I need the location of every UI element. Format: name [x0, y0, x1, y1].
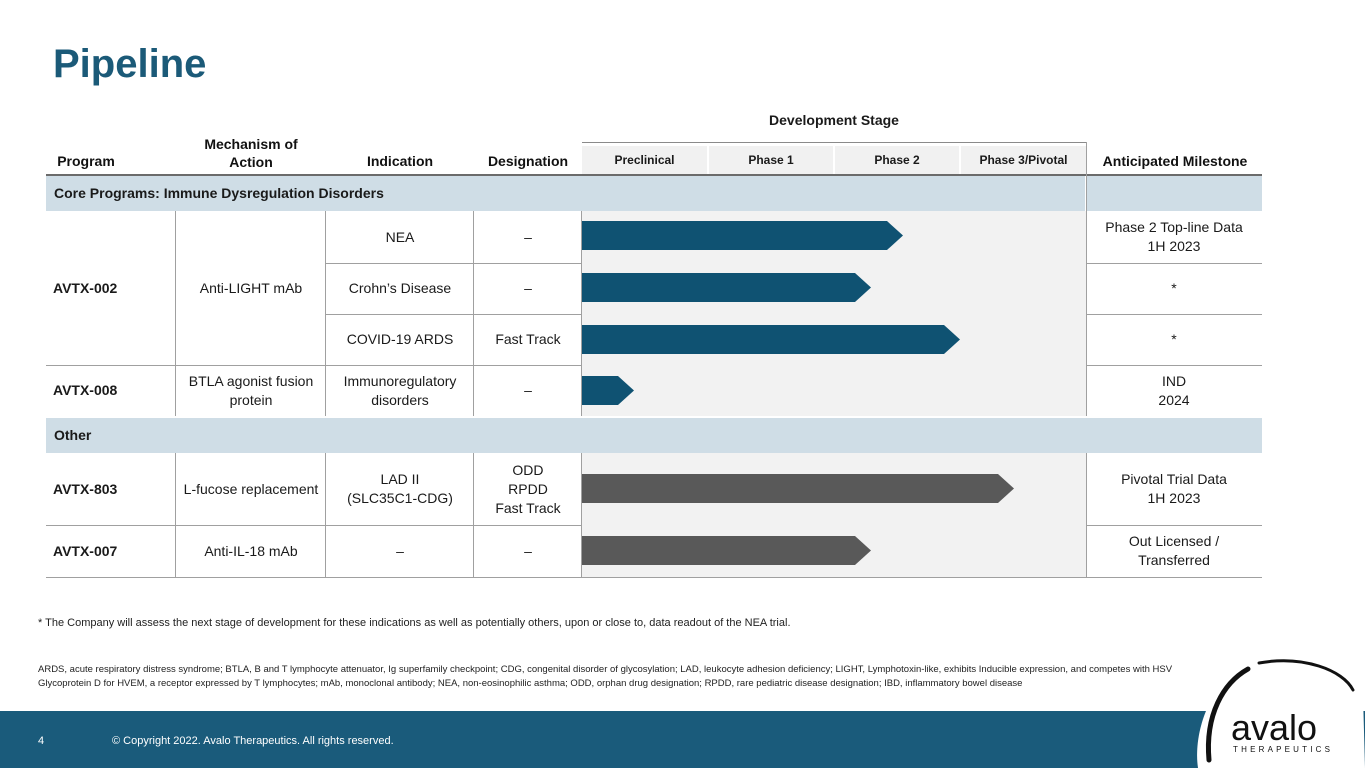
designation-nea: – — [524, 228, 532, 245]
program-avtx-007: AVTX-007 — [53, 542, 118, 559]
milestone-crohns: * — [1171, 280, 1177, 296]
program-avtx-008: AVTX-008 — [53, 382, 118, 398]
indication-covid: COVID-19 ARDS — [346, 331, 454, 347]
logo-tagline: THERAPEUTICS — [1233, 745, 1334, 754]
grid-line — [1086, 263, 1262, 264]
header-milestone: Anticipated Milestone — [1102, 153, 1248, 169]
indication-immunoregulatory: Immunoregulatory disorders — [343, 372, 457, 408]
grid-line — [175, 211, 176, 416]
indication-avtx-007: – — [396, 542, 404, 559]
grid-line — [1086, 365, 1262, 366]
header-mechanism: Mechanism of Action — [204, 136, 298, 170]
grid-line — [326, 263, 582, 264]
grid-line — [1086, 453, 1087, 577]
mechanism-l-fucose: L-fucose replacement — [183, 480, 319, 497]
footnote: * The Company will assess the next stage of development for these indications as well as potentially others, upon or close to, data readout of the NEA trial. — [38, 617, 791, 629]
designation-covid: Fast Track — [495, 331, 561, 347]
progress-bar-avtx-007 — [582, 536, 871, 565]
designation-crohns: – — [524, 280, 532, 296]
avalo-logo — [1193, 655, 1365, 768]
stage-preclinical: Preclinical — [582, 146, 707, 174]
page-number: 4 — [38, 735, 45, 747]
grid-line — [1086, 525, 1262, 526]
header-designation: Designation — [487, 153, 569, 169]
section-label: Core Programs: Immune Dysregulation Disorders — [54, 185, 384, 201]
progress-bar-nea — [582, 221, 903, 250]
page-title: Pipeline — [53, 42, 207, 86]
grid-line — [581, 453, 582, 577]
milestone-avtx-008: IND 2024 — [1158, 372, 1190, 408]
abbreviations: ARDS, acute respiratory distress syndrome; BTLA, B and T lymphocyte attenuator, Ig superfamily checkpoint; CDG, congenital disorder of glycosylation; LAD, leukocyte adhesion deficiency; LIGHT, Lymphotoxin-like, exhibits Inducible expression, and competes with HSV Glycoprotein D for HVEM, a receptor expressed by T lymphocytes; mAb, monoclonal antibody; NEA, non-eosinophilic asthma; ODD, orphan drug designation; RPDD, rare pediatric disease designation; IBD, inflammatory bowel disease — [38, 664, 1173, 689]
mechanism-anti-il-18: Anti-IL-18 mAb — [204, 542, 298, 559]
indication-lad-ii: LAD II (SLC35C1-CDG) — [347, 471, 453, 506]
grid-line — [46, 365, 582, 366]
grid-line — [473, 453, 474, 577]
grid-line — [1086, 142, 1087, 416]
designation-avtx-008: – — [524, 382, 532, 398]
header-development-stage: Development Stage — [769, 112, 899, 128]
progress-bar-covid — [582, 325, 960, 354]
designation-avtx-803: ODD RPDD Fast Track — [495, 461, 561, 516]
program-avtx-002: AVTX-002 — [53, 279, 118, 296]
program-avtx-803: AVTX-803 — [53, 480, 118, 497]
copyright: © Copyright 2022. Avalo Therapeutics. All rights reserved. — [112, 735, 394, 747]
grid-line — [175, 453, 176, 577]
designation-avtx-007: – — [524, 542, 532, 559]
milestone-avtx-007: Out Licensed / Transferred — [1128, 533, 1220, 568]
section-other — [46, 418, 1262, 453]
mechanism-anti-light: Anti-LIGHT mAb — [199, 279, 303, 296]
stage-phase-2: Phase 2 — [835, 146, 959, 174]
section-core-programs — [46, 176, 1262, 211]
header-indication: Indication — [366, 153, 434, 169]
mechanism-btla: BTLA agonist fusion protein — [188, 372, 314, 408]
stage-phase-1: Phase 1 — [709, 146, 833, 174]
grid-line — [326, 314, 582, 315]
milestone-avtx-803: Pivotal Trial Data 1H 2023 — [1121, 471, 1227, 506]
logo-wordmark: avalo — [1231, 707, 1318, 748]
header-program: Program — [57, 153, 115, 169]
header-divider — [582, 142, 1086, 143]
progress-bar-avtx-803 — [582, 474, 1014, 503]
grid-line — [46, 525, 582, 526]
milestone-nea: Phase 2 Top-line Data 1H 2023 — [1105, 219, 1243, 254]
stage-phase-3-pivotal: Phase 3/Pivotal — [961, 146, 1086, 174]
indication-crohns: Crohn’s Disease — [348, 280, 452, 296]
grid-line — [325, 453, 326, 577]
grid-line — [1086, 314, 1262, 315]
progress-bar-crohns — [582, 273, 871, 302]
section-label: Other — [54, 427, 92, 443]
indication-nea: NEA — [385, 228, 415, 245]
grid-line — [46, 577, 1262, 578]
milestone-covid: * — [1171, 331, 1177, 347]
